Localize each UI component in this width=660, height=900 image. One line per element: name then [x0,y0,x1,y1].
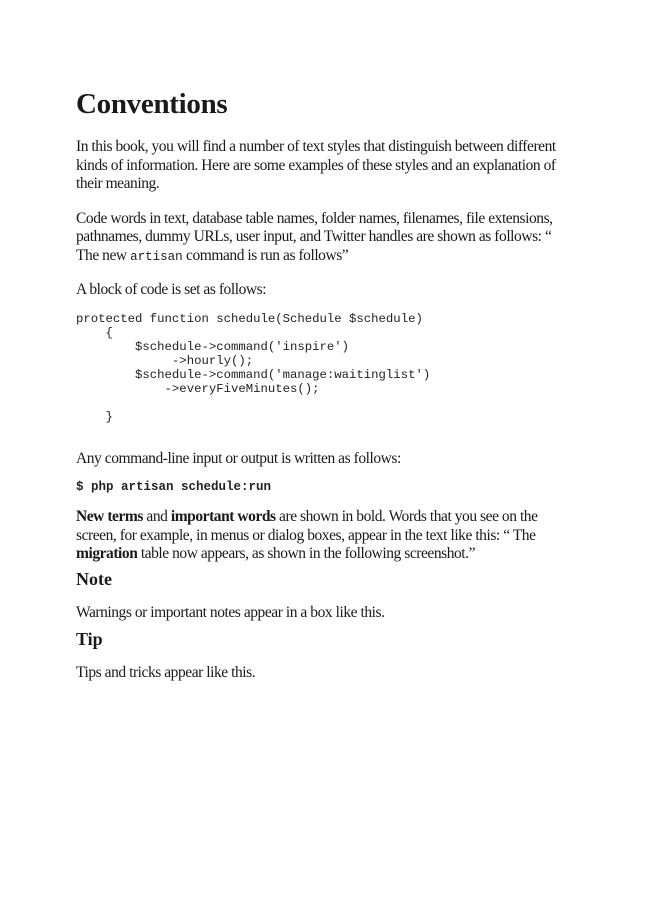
note-heading: Note [76,568,112,589]
code-words-text-after: command is run as follows” [182,246,349,264]
code-block-intro: A block of code is set as follows: [76,281,267,298]
page-content [76,84,576,683]
new-terms-text-middle: are shown in bold. Words that you see on the screen, for example, in menus or dialog boxes, appear in the text like this: “ The [76,508,538,544]
new-terms-paragraph [76,508,576,564]
inline-code-example: artisan [130,249,183,264]
new-terms-text-end: table now appears, as shown in the following screenshot.” [137,545,476,562]
bold-term-new-terms: New terms [76,508,143,525]
new-terms-and: and [142,508,171,525]
tip-heading: Tip [76,629,103,649]
bold-term-important-words: important words [170,508,276,525]
code-words-paragraph [76,210,576,267]
note-text: Warnings or important notes appear in a box like this. [76,603,385,621]
page-title: Conventions [76,88,228,120]
bold-term-migration: migration [76,545,138,562]
command-line-example: $ php artisan schedule:run [76,480,272,494]
code-block: protected function schedule(Schedule $schedule) { $schedule->command('inspire') ->hourly(); $schedule->command('manage:waitinglist') ->everyFiveMinutes(); } [76,311,431,424]
command-line-intro: Any command-line input or output is written as follows: [76,449,401,467]
intro-paragraph: In this book, you will find a number of text styles that distinguish between different kinds of information. Here are some examples of these styles and an explanation of their meaning. [76,138,556,192]
tip-text: Tips and tricks appear like this. [76,664,256,681]
code-words-text-before: Code words in text, database table names, folder names, filenames, file extensions, pathnames, dummy URLs, user input, and Twitter handles are shown as follows: “ The new [76,209,553,264]
